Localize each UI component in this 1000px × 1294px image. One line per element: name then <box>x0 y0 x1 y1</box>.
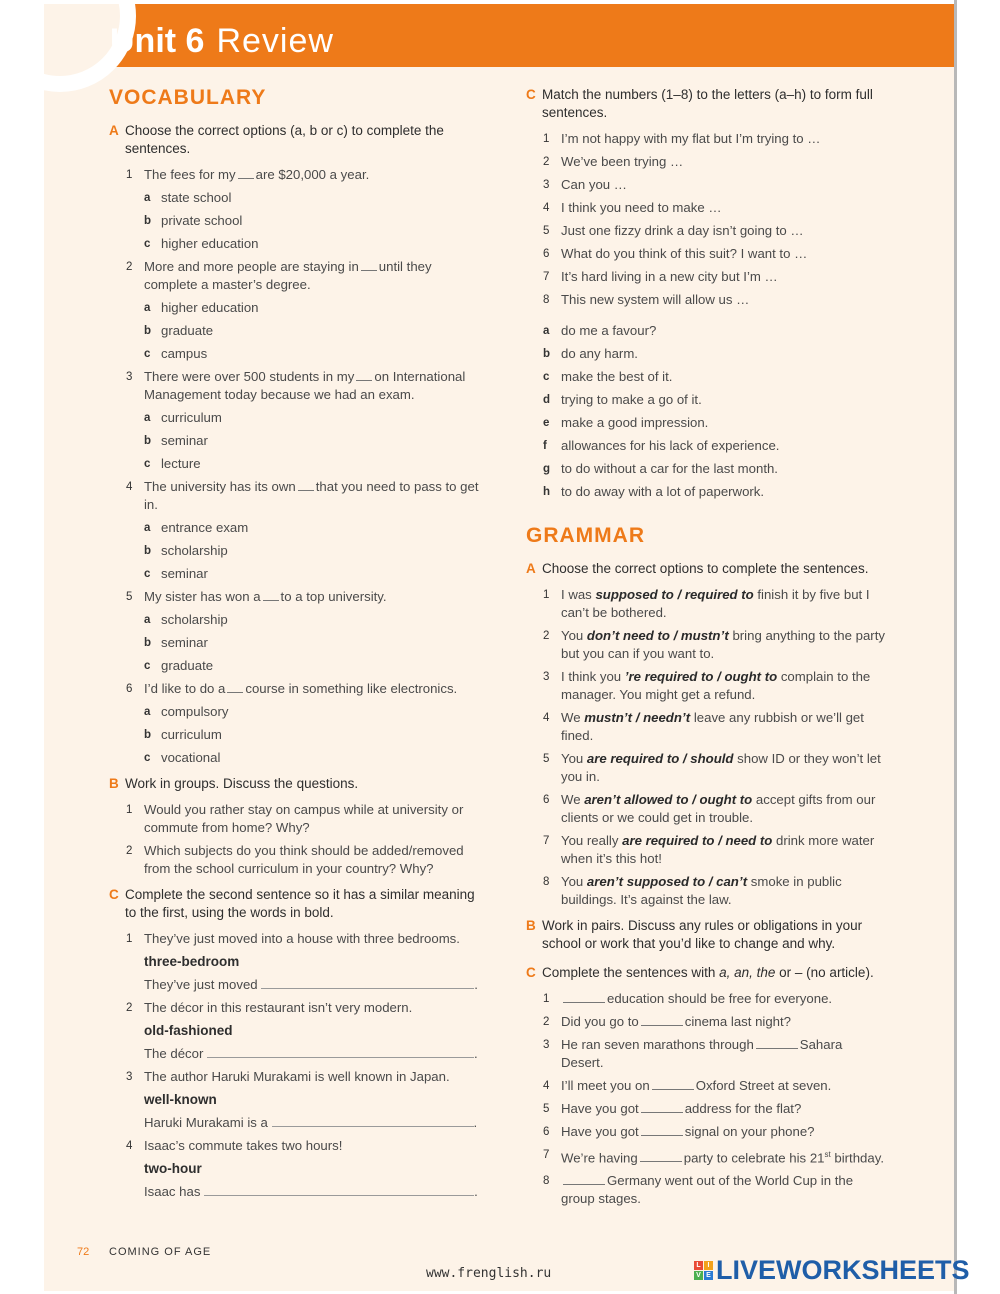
question-text: The décor in this restaurant isn’t very modern. <box>144 1000 413 1015</box>
grammar-exercise-c-instruction: C Complete the sentences with a, an, the or – (no article). <box>526 965 874 980</box>
question-text: Would you rather stay on campus while at university or commute from home? Why? <box>144 802 464 835</box>
answer-input-line[interactable] <box>204 1194 474 1196</box>
option-text: scholarship <box>161 543 228 558</box>
left-column <box>109 86 479 1206</box>
option-letter: a <box>144 192 151 204</box>
question-number: 6 <box>543 794 550 806</box>
answer-option[interactable] <box>109 322 479 340</box>
key-word: two-hour <box>144 1161 202 1176</box>
answer-line-row <box>109 1114 479 1132</box>
logo-tile: V <box>694 1271 703 1280</box>
answer-end-period: . <box>474 1184 478 1199</box>
item-text: allowances for his lack of experience. <box>561 438 780 453</box>
option-letter: a <box>144 302 151 314</box>
answer-line-row <box>109 1045 479 1063</box>
question-text-tail: birthday. <box>830 1150 884 1166</box>
question-text-before: You <box>561 628 587 643</box>
question-text-after: complain to the manager. You might get a refund. <box>561 669 871 702</box>
question-number: 3 <box>543 1039 550 1051</box>
answer-option[interactable] <box>109 611 479 629</box>
matching-instruction: C Match the numbers (1–8) to the letters (a–h) to form full sentences. <box>526 87 873 120</box>
question-number: 1 <box>543 993 550 1005</box>
logo-tile: L <box>694 1261 703 1270</box>
match-letter-item[interactable] <box>526 414 886 432</box>
question-number: 1 <box>126 169 133 181</box>
question-item <box>109 680 479 698</box>
option-text: private school <box>161 213 243 228</box>
option-letter: c <box>144 660 151 672</box>
question-text-before: We <box>561 710 585 725</box>
answer-option[interactable] <box>109 299 479 317</box>
question-text-after: bring anything to the party but you can if you want to. <box>561 628 885 661</box>
option-text: graduate <box>161 323 214 338</box>
option-text: higher education <box>161 236 259 251</box>
question-number: 1 <box>126 933 133 945</box>
item-text: Just one fizzy drink a day isn’t going to … <box>561 223 804 238</box>
page-number: 72 <box>77 1246 90 1258</box>
question-text-after: to a top university. <box>280 589 387 604</box>
answer-blank[interactable] <box>563 1173 605 1185</box>
option-text: compulsory <box>161 704 229 719</box>
option-letter: a <box>144 412 151 424</box>
question-text-before: I think you <box>561 669 625 684</box>
rewrite-question <box>109 1137 479 1155</box>
answer-blank[interactable] <box>641 1124 683 1136</box>
question-number: 7 <box>543 835 550 847</box>
question-number: 4 <box>543 712 550 724</box>
question-text-after: Sahara Desert. <box>561 1037 843 1070</box>
item-number: 6 <box>543 248 550 260</box>
option-letter: a <box>144 614 151 626</box>
liveworksheets-logo-icon <box>694 1261 713 1280</box>
question-number: 5 <box>126 591 133 603</box>
item-text: This new system will allow us … <box>561 292 750 307</box>
answer-end-period: . <box>474 1046 478 1061</box>
choice-options[interactable]: mustn’t / needn’t <box>584 710 691 725</box>
question-text: They’ve just moved into a house with three bedrooms. <box>144 931 460 946</box>
option-text: scholarship <box>161 612 228 627</box>
option-text: graduate <box>161 658 214 673</box>
question-number: 2 <box>126 845 133 857</box>
choice-options[interactable]: ’re required to / ought to <box>624 669 778 684</box>
option-letter: a <box>144 706 151 718</box>
question-text-before: My sister has won a <box>144 589 261 604</box>
liveworksheets-logo[interactable] <box>694 1255 970 1286</box>
question-text-before: We <box>561 792 585 807</box>
answer-option[interactable] <box>109 519 479 537</box>
option-text: entrance exam <box>161 520 249 535</box>
answer-end-period: . <box>474 977 478 992</box>
question-text-before: I’d like to do a <box>144 681 226 696</box>
answer-blank[interactable] <box>640 1150 682 1162</box>
answer-option[interactable] <box>109 189 479 207</box>
vocab-exercise-c-instruction: C Complete the second sentence so it has a similar meaning to the first, using the words in bold. <box>109 887 475 920</box>
grammar-exercise-a-list <box>526 586 886 909</box>
answer-option[interactable] <box>109 565 479 583</box>
match-letter-item[interactable] <box>526 322 886 340</box>
discussion-question <box>109 801 479 837</box>
answer-option[interactable] <box>109 703 479 721</box>
option-letter: c <box>144 752 151 764</box>
unit-title <box>110 24 334 58</box>
question-text-after: cinema last night? <box>684 1014 792 1029</box>
question-item <box>109 588 479 606</box>
vocab-exercise-a-list <box>109 166 479 767</box>
question-text-before: Did you go to <box>561 1014 639 1029</box>
item-letter: a <box>543 325 550 337</box>
answer-end-period: . <box>473 1115 478 1130</box>
answer-option[interactable] <box>109 455 479 473</box>
discussion-question <box>109 842 479 878</box>
item-letter: h <box>543 486 551 498</box>
option-letter: c <box>144 348 151 360</box>
question-text: The author Haruki Murakami is well known in Japan. <box>144 1069 450 1084</box>
unit-banner <box>44 4 954 67</box>
answer-line-row <box>109 976 479 994</box>
answer-input-line[interactable] <box>272 1125 474 1127</box>
question-number: 3 <box>126 371 133 383</box>
vocab-exercise-b-instruction: B Work in groups. Discuss the questions. <box>109 776 359 791</box>
article-question <box>526 1100 886 1118</box>
option-text: seminar <box>161 566 208 581</box>
key-word: old-fashioned <box>144 1023 233 1038</box>
question-text-after: course in something like electronics. <box>245 681 458 696</box>
item-letter: f <box>543 440 547 452</box>
ordinal-suffix: st <box>824 1150 831 1159</box>
question-number: 2 <box>543 1016 550 1028</box>
answer-blank[interactable] <box>361 259 377 271</box>
answer-blank[interactable] <box>356 369 372 381</box>
question-number: 6 <box>126 683 133 695</box>
answer-start: They’ve just moved <box>144 977 262 992</box>
key-word: well-known <box>144 1092 217 1107</box>
option-text: curriculum <box>161 727 222 742</box>
item-text: Can you … <box>561 177 627 192</box>
item-text: trying to make a go of it. <box>561 392 702 407</box>
answer-option[interactable] <box>109 409 479 427</box>
question-number: 3 <box>126 1071 133 1083</box>
answer-blank[interactable] <box>652 1078 694 1090</box>
question-text-after: Germany went out of the World Cup in the group stages. <box>561 1173 854 1207</box>
question-text-after: finish it by five but I can’t be bothered. <box>561 587 870 620</box>
question-item <box>109 258 479 294</box>
question-text-after: leave any rubbish or we’ll get fined. <box>561 710 864 743</box>
match-number-item[interactable] <box>526 130 886 148</box>
item-text: do any harm. <box>561 346 638 361</box>
match-number-item[interactable] <box>526 222 886 240</box>
question-number: 8 <box>543 876 550 888</box>
match-letter-item[interactable] <box>526 391 886 409</box>
question-number: 6 <box>543 1126 550 1138</box>
item-number: 2 <box>543 156 550 168</box>
question-text-before: You really <box>561 833 623 848</box>
question-text-before: I’ll meet you on <box>561 1078 650 1093</box>
question-text-after: education should be free for everyone. <box>607 991 833 1006</box>
answer-blank[interactable] <box>641 1101 683 1113</box>
answer-blank[interactable] <box>298 479 314 491</box>
item-number: 7 <box>543 271 550 283</box>
question-text-after: signal on your phone? <box>684 1124 815 1139</box>
question-text-after: that you need to pass to get in. <box>144 479 479 512</box>
option-letter: b <box>144 545 152 557</box>
grammar-question <box>526 791 886 827</box>
question-text-before: More and more people are staying in <box>144 259 359 274</box>
article-question <box>526 1013 886 1031</box>
logo-tile: E <box>704 1271 713 1280</box>
logo-tile: I <box>704 1261 713 1270</box>
answer-option[interactable] <box>109 726 479 744</box>
answer-blank[interactable] <box>641 1014 683 1026</box>
key-word: three-bedroom <box>144 954 240 969</box>
question-text-before: Have you got <box>561 1124 639 1139</box>
item-letter: g <box>543 463 551 475</box>
item-letter: c <box>543 371 550 383</box>
question-text-after: smoke in public buildings. It’s against the law. <box>561 874 842 907</box>
question-number: 4 <box>126 481 133 493</box>
item-text: It’s hard living in a new city but I’m … <box>561 269 778 284</box>
answer-option[interactable] <box>109 749 479 767</box>
page-edge <box>954 0 957 1294</box>
question-number: 2 <box>126 261 133 273</box>
option-letter: b <box>144 637 152 649</box>
question-number: 1 <box>543 589 550 601</box>
match-letter-item[interactable] <box>526 483 886 501</box>
grammar-exercise-b-instruction: B Work in pairs. Discuss any rules or obligations in your school or work that you’d like to change and why. <box>526 918 863 951</box>
item-number: 1 <box>543 133 550 145</box>
article-question <box>526 1123 886 1141</box>
question-text-before: You <box>561 874 587 889</box>
question-item <box>109 478 479 514</box>
footer-url[interactable]: www.frenglish.ru <box>426 1266 552 1281</box>
choice-options[interactable]: are required to / need to <box>622 833 773 848</box>
option-text: lecture <box>161 456 201 471</box>
item-letter: b <box>543 348 551 360</box>
answer-option[interactable] <box>109 212 479 230</box>
question-text-after: Oxford Street at seven. <box>695 1078 832 1093</box>
option-letter: c <box>144 238 151 250</box>
answer-option[interactable] <box>109 542 479 560</box>
question-text: Which subjects do you think should be added/removed from the school curriculum in your country? Why? <box>144 843 464 876</box>
article-question <box>526 1077 886 1095</box>
grammar-question <box>526 873 886 909</box>
item-number: 3 <box>543 179 550 191</box>
grammar-question <box>526 832 886 868</box>
rewrite-question <box>109 930 479 948</box>
match-letter-item[interactable] <box>526 460 886 478</box>
grammar-question <box>526 627 886 663</box>
grammar-exercise-a-instruction: A Choose the correct options to complete the sentences. <box>526 561 869 576</box>
question-text-before: The university has its own <box>144 479 296 494</box>
answer-start: Haruki Murakami is a <box>144 1115 272 1130</box>
question-text-after: on International Management today because we had an exam. <box>144 369 466 402</box>
question-number: 2 <box>126 1002 133 1014</box>
question-text-after: accept gifts from our clients or we could get in trouble. <box>561 792 876 825</box>
question-text-before: You <box>561 751 587 766</box>
answer-blank[interactable] <box>563 991 605 1003</box>
article-question <box>526 990 886 1008</box>
answer-input-line[interactable] <box>207 1056 474 1058</box>
grammar-question <box>526 586 886 622</box>
option-letter: b <box>144 729 152 741</box>
match-number-item[interactable] <box>526 268 886 286</box>
match-number-item[interactable] <box>526 176 886 194</box>
unit-subtitle: Review <box>216 22 334 60</box>
item-number: 8 <box>543 294 550 306</box>
liveworksheets-logo-text: LIVEWORKSHEETS <box>716 1255 970 1285</box>
grammar-question <box>526 668 886 704</box>
item-text: I think you need to make … <box>561 200 722 215</box>
question-number: 4 <box>126 1140 133 1152</box>
question-number: 5 <box>543 753 550 765</box>
option-text: curriculum <box>161 410 222 425</box>
item-text: make the best of it. <box>561 369 673 384</box>
question-item <box>109 368 479 404</box>
vocabulary-heading: VOCABULARY <box>109 86 267 109</box>
answer-start: The décor <box>144 1046 208 1061</box>
article-question <box>526 1172 886 1208</box>
answer-option[interactable] <box>109 634 479 652</box>
question-number: 2 <box>543 630 550 642</box>
question-text-before: Have you got <box>561 1101 639 1116</box>
question-text-after: show ID or they won’t let you in. <box>561 751 881 784</box>
question-text-before: There were over 500 students in my <box>144 369 355 384</box>
match-number-item[interactable] <box>526 199 886 217</box>
option-letter: a <box>144 522 151 534</box>
question-text-after: until they complete a master’s degree. <box>144 259 432 292</box>
question-text-after: party to celebrate his 21 <box>683 1150 825 1166</box>
question-number: 7 <box>543 1149 550 1161</box>
grammar-exercise-c-list <box>526 990 886 1208</box>
article-question <box>526 1146 886 1167</box>
unit-number: Unit 6 <box>110 22 205 60</box>
question-text-before: I was <box>561 587 596 602</box>
question-text-before: The fees for my <box>144 167 236 182</box>
question-text-after: drink more water when it’s this hot! <box>561 833 875 866</box>
option-letter: b <box>144 325 152 337</box>
answer-blank[interactable] <box>238 167 254 179</box>
option-text: higher education <box>161 300 259 315</box>
question-number: 1 <box>126 804 133 816</box>
item-letter: e <box>543 417 550 429</box>
question-number: 3 <box>543 671 550 683</box>
option-letter: b <box>144 435 152 447</box>
question-text-before: We’re having <box>561 1150 638 1166</box>
rewrite-question <box>109 999 479 1017</box>
option-letter: c <box>144 458 151 470</box>
question-text: Isaac’s commute takes two hours! <box>144 1138 343 1153</box>
question-text-after: are $20,000 a year. <box>255 167 370 182</box>
option-text: campus <box>161 346 208 361</box>
item-letter: d <box>543 394 551 406</box>
matching-number-list <box>526 130 886 309</box>
item-number: 5 <box>543 225 550 237</box>
question-text-before: He ran seven marathons through <box>561 1037 754 1052</box>
answer-option[interactable] <box>109 235 479 253</box>
item-number: 4 <box>543 202 550 214</box>
item-text: What do you think of this suit? I want to … <box>561 246 808 261</box>
match-letter-item[interactable] <box>526 368 886 386</box>
article-question <box>526 1036 886 1072</box>
item-text: make a good impression. <box>561 415 709 430</box>
option-text: seminar <box>161 433 208 448</box>
choice-options[interactable]: aren’t supposed to / can’t <box>586 874 748 889</box>
match-number-item[interactable] <box>526 153 886 171</box>
match-number-item[interactable] <box>526 245 886 263</box>
question-item <box>109 166 479 184</box>
question-text-after: address for the flat? <box>684 1101 802 1116</box>
item-text: I’m not happy with my flat but I’m trying to … <box>561 131 821 146</box>
grammar-question <box>526 750 886 786</box>
answer-option[interactable] <box>109 657 479 675</box>
choice-options[interactable]: don’t need to / mustn’t <box>586 628 729 643</box>
right-column <box>526 86 886 1213</box>
answer-line-row <box>109 1183 479 1201</box>
option-text: state school <box>161 190 232 205</box>
footer-section-title: COMING OF AGE <box>109 1246 212 1258</box>
item-text: to do away with a lot of paperwork. <box>561 484 765 499</box>
grammar-heading: GRAMMAR <box>526 524 645 547</box>
option-text: vocational <box>161 750 221 765</box>
answer-option[interactable] <box>109 432 479 450</box>
question-number: 8 <box>543 1175 550 1188</box>
question-number: 4 <box>543 1080 550 1092</box>
match-letter-item[interactable] <box>526 437 886 455</box>
item-text: to do without a car for the last month. <box>561 461 778 476</box>
answer-option[interactable] <box>109 345 479 363</box>
vocab-exercise-c-list <box>109 930 479 1201</box>
matching-letter-list <box>526 322 886 501</box>
match-number-item[interactable] <box>526 291 886 309</box>
rewrite-question <box>109 1068 479 1086</box>
item-text: do me a favour? <box>561 323 657 338</box>
answer-blank[interactable] <box>227 681 243 693</box>
answer-blank[interactable] <box>756 1037 798 1049</box>
option-text: seminar <box>161 635 208 650</box>
option-letter: c <box>144 568 151 580</box>
grammar-question <box>526 709 886 745</box>
item-text: We’ve been trying … <box>561 154 684 169</box>
choice-options[interactable]: are required to / should <box>586 751 734 766</box>
match-letter-item[interactable] <box>526 345 886 363</box>
vocab-exercise-a-instruction: A Choose the correct options (a, b or c) to complete the sentences. <box>109 123 444 156</box>
question-number: 5 <box>543 1103 550 1115</box>
answer-blank[interactable] <box>263 589 279 601</box>
choice-options[interactable]: aren’t allowed to / ought to <box>584 792 753 807</box>
answer-input-line[interactable] <box>261 987 474 989</box>
answer-start: Isaac has <box>144 1184 205 1199</box>
choice-options[interactable]: supposed to / required to <box>595 587 754 602</box>
option-letter: b <box>144 215 152 227</box>
vocab-exercise-b-list <box>109 801 479 878</box>
